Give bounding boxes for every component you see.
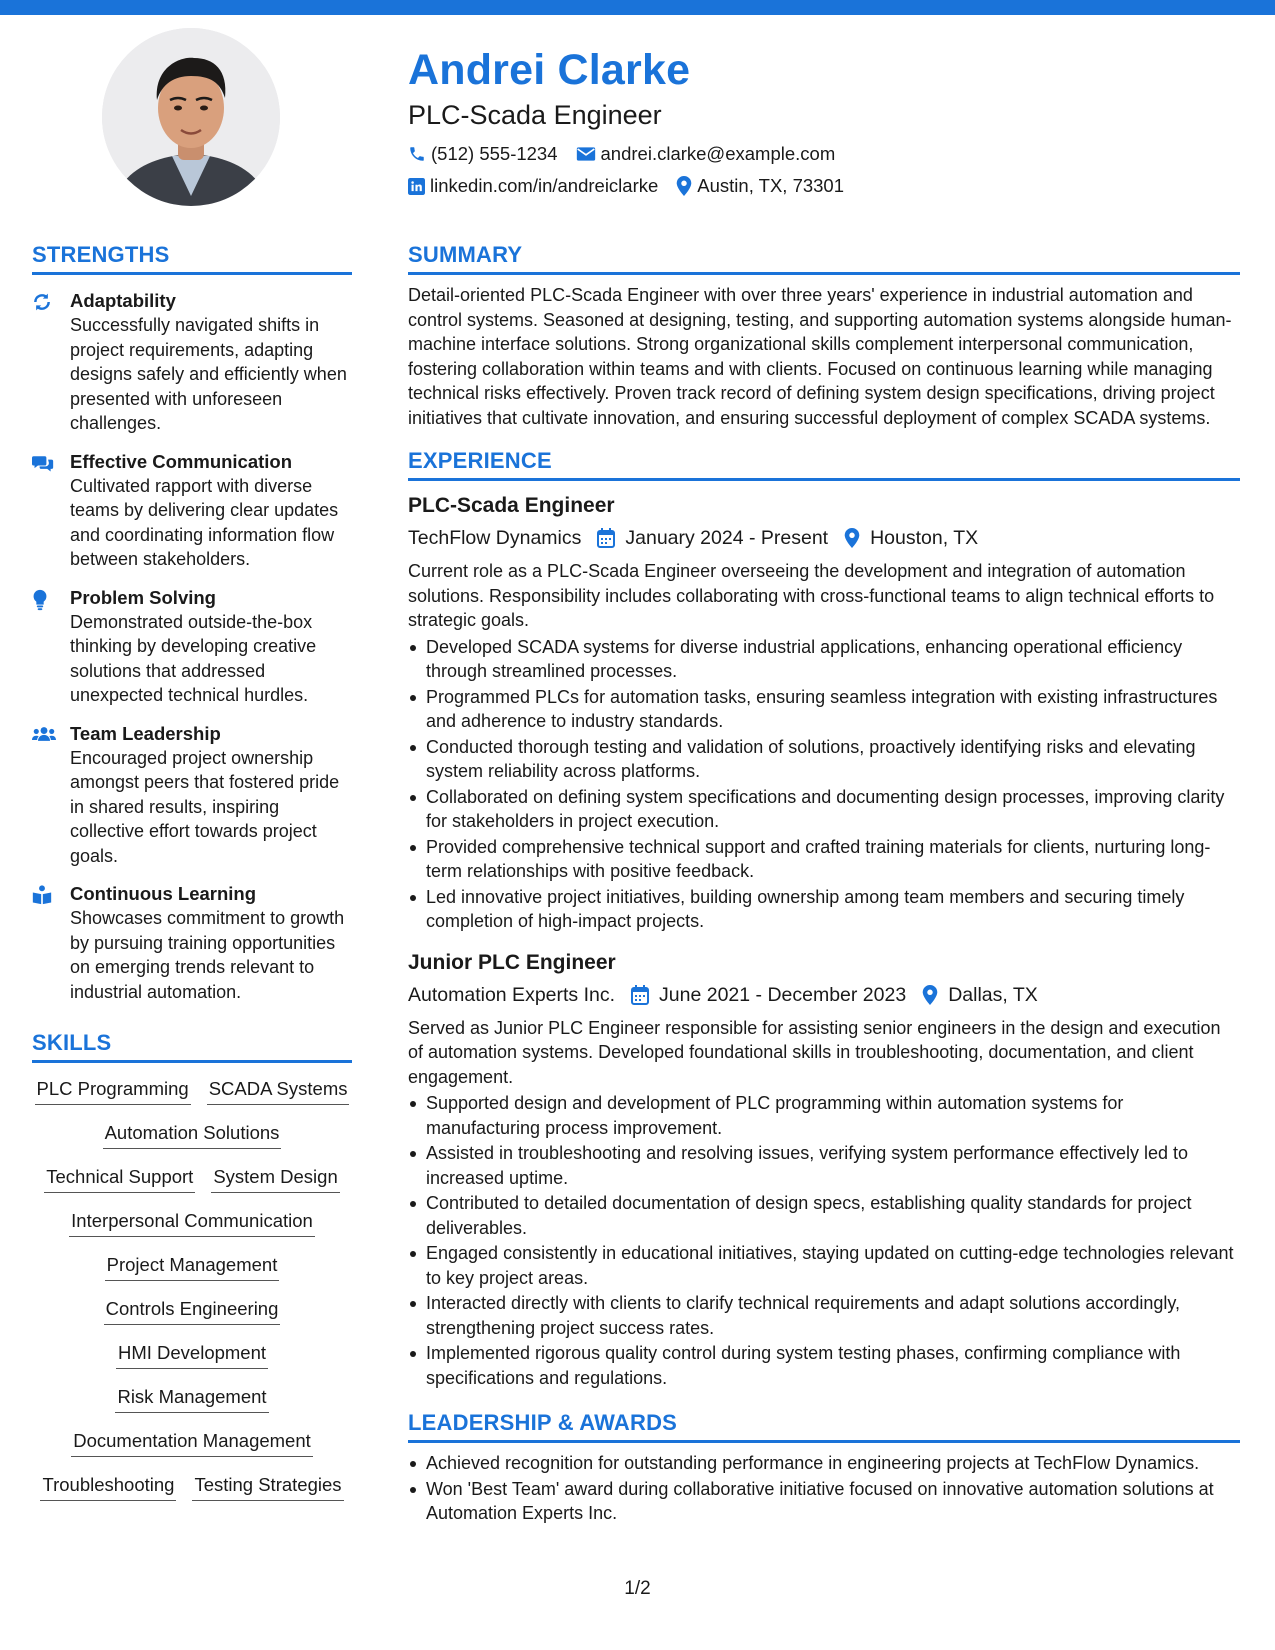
job-title: Junior PLC Engineer: [408, 950, 616, 974]
bullet-item: Assisted in troubleshooting and resolving issues, verifying system performance effectively led to increased uptime.: [408, 1141, 1240, 1190]
strength-description: Encouraged project ownership amongst peers that fostered pride in shared results, inspiring collective effort towards project goals.: [70, 747, 340, 866]
summary-text: Detail-oriented PLC-Scada Engineer with over three years' experience in industrial automation and control systems. Seasoned at designing, testing, and supporting automation systems alongside human-machine interface solutions. Strong organizational skills complement interpersonal communication, fostering collaboration within teams and with clients. Focused on continuous learning while managing technical risks effectively. Proven track record of defining system design specifications, driving project initiatives that cultivate innovation, and ensuring successful deployment of complex SCADA systems.: [408, 285, 1232, 428]
job-location-text: Dallas, TX: [948, 983, 1038, 1006]
job-title: PLC-Scada Engineer: [408, 494, 615, 517]
job-entry: [408, 948, 1240, 1391]
refresh-icon: [32, 289, 70, 436]
section-divider: [408, 1440, 1240, 1443]
strength-title: Continuous Learning: [70, 883, 257, 904]
awards-heading: LEADERSHIP & AWARDS: [408, 1410, 678, 1435]
map-marker-icon: [676, 176, 692, 196]
job-bullets: [408, 1091, 1240, 1390]
strengths-heading: STRENGTHS: [32, 242, 170, 267]
job-description: Current role as a PLC-Scada Engineer overseeing the development and integration of automation solutions. Responsibility includes collaborating with cross-functional teams to align technical efforts to strategic goals.: [408, 561, 1215, 630]
award-item: Won 'Best Team' award during collaborative initiative focused on innovative automation solutions at Automation Experts Inc.: [408, 1477, 1240, 1526]
experience-heading: EXPERIENCE: [408, 448, 552, 473]
bullet-item: Contributed to detailed documentation of design specs, establishing quality standards for project deliverables.: [408, 1191, 1240, 1240]
bullet-item: Programmed PLCs for automation tasks, ensuring seamless integration with existing infrastructures and adherence to industry standards.: [408, 685, 1240, 734]
top-accent-bar: [0, 0, 1275, 15]
contact-info: [408, 138, 1248, 202]
resume-header: [408, 42, 1248, 202]
calendar-icon: [597, 528, 615, 548]
bullet-item: Collaborated on defining system specifications and documenting design processes, improving clarity for stakeholders in project execution.: [408, 785, 1240, 834]
bullet-item: Implemented rigorous quality control during system testing phases, confirming compliance with specifications and regulations.: [408, 1341, 1240, 1390]
job-dates: [631, 980, 906, 1010]
company-name: TechFlow Dynamics: [408, 527, 582, 549]
skill-tag: Risk Management: [115, 1385, 268, 1413]
strength-title: Adaptability: [70, 290, 176, 311]
skill-tag: Documentation Management: [71, 1429, 313, 1457]
strength-item: [32, 722, 352, 869]
calendar-icon: [631, 985, 649, 1005]
page-number: 1/2: [624, 1578, 651, 1599]
linkedin-icon: [408, 178, 425, 195]
email-text: andrei.clarke@example.com: [600, 143, 836, 164]
strength-title: Team Leadership: [70, 722, 221, 744]
summary-heading: SUMMARY: [408, 242, 523, 267]
candidate-name: Andrei Clarke: [408, 46, 691, 94]
phone-icon: [408, 145, 426, 163]
bullet-item: Developed SCADA systems for diverse industrial applications, enhancing operational efficiency through streamlined processes.: [408, 635, 1240, 684]
strength-title: Effective Communication: [70, 450, 293, 472]
skill-tag: Controls Engineering: [104, 1297, 281, 1325]
job-entry: [408, 491, 1240, 934]
candidate-title: PLC-Scada Engineer: [408, 100, 662, 130]
award-item: Achieved recognition for outstanding performance in engineering projects at TechFlow Dynamics.: [408, 1451, 1240, 1476]
strength-item: [32, 450, 352, 572]
users-icon: [32, 722, 70, 869]
job-bullets: [408, 635, 1240, 934]
section-divider: [408, 272, 1240, 275]
right-column: [408, 240, 1240, 1526]
section-divider: [32, 1060, 352, 1063]
profile-photo: [102, 28, 280, 206]
job-location: [922, 980, 1038, 1010]
job-description: Served as Junior PLC Engineer responsible for assisting senior engineers in the design and execution of automation systems. Developed foundational skills in troubleshooting, documentation, and client engagement.: [408, 1017, 1221, 1087]
phone-contact[interactable]: [408, 138, 558, 170]
bullet-item: Conducted thorough testing and validation of solutions, proactively identifying risks and elevating system reliability across platforms.: [408, 735, 1240, 784]
skill-tag: Technical Support: [44, 1165, 195, 1193]
lightbulb-icon: [32, 586, 70, 708]
location-text: Austin, TX, 73301: [697, 175, 845, 196]
strength-item: [32, 882, 352, 1004]
section-divider: [32, 272, 352, 275]
strength-title: Problem Solving: [70, 586, 216, 608]
skill-tag: SCADA Systems: [207, 1077, 350, 1105]
job-dates-text: January 2024 - Present: [625, 527, 829, 549]
skills-list: [32, 1077, 352, 1501]
awards-list: [408, 1451, 1240, 1526]
phone-text: (512) 555-1234: [431, 143, 558, 164]
skill-tag: Troubleshooting: [40, 1473, 176, 1501]
strength-description: Showcases commitment to growth by pursuing training opportunities on emerging trends relevant to industrial automation.: [70, 908, 345, 1002]
job-meta: [408, 523, 1240, 553]
job-dates: [597, 523, 828, 553]
skill-tag: Testing Strategies: [192, 1473, 343, 1501]
bullet-item: Led innovative project initiatives, building ownership among team members and securing timely completion of high-impact projects.: [408, 885, 1240, 934]
job-meta: [408, 980, 1240, 1010]
job-location-text: Houston, TX: [870, 527, 979, 549]
strength-item: [32, 586, 352, 708]
bullet-item: Engaged consistently in educational initiatives, staying updated on cutting-edge technologies relevant to key project areas.: [408, 1241, 1240, 1290]
strength-description: Demonstrated outside-the-box thinking by developing creative solutions that addressed unexpected technical hurdles.: [70, 611, 317, 705]
linkedin-text: linkedin.com/in/andreiclarke: [430, 175, 659, 196]
linkedin-contact[interactable]: [408, 170, 658, 202]
email-contact[interactable]: [576, 138, 836, 170]
bullet-item: Provided comprehensive technical support and crafted training materials for clients, nurturing long-term relationships with positive feedback.: [408, 835, 1240, 884]
company-name: Automation Experts Inc.: [408, 983, 616, 1006]
bullet-item: Interacted directly with clients to clarify technical requirements and adapt solutions accordingly, strengthening project success rates.: [408, 1291, 1240, 1340]
strength-description: Cultivated rapport with diverse teams by delivering clear updates and coordinating information flow between stakeholders.: [70, 475, 339, 569]
comments-icon: [32, 450, 70, 572]
skill-tag: Project Management: [105, 1253, 280, 1281]
strength-item: [32, 289, 352, 436]
map-marker-icon: [922, 985, 938, 1005]
skill-tag: Automation Solutions: [103, 1121, 282, 1149]
bullet-item: Supported design and development of PLC programming within automation systems for manufacturing process improvement.: [408, 1091, 1240, 1140]
location-contact: [676, 170, 844, 202]
skill-tag: System Design: [211, 1165, 339, 1193]
map-marker-icon: [844, 528, 860, 548]
envelope-icon: [576, 146, 596, 162]
book-reader-icon: [32, 882, 70, 1004]
job-location: [844, 523, 978, 553]
skill-tag: PLC Programming: [35, 1077, 191, 1105]
skill-tag: Interpersonal Communication: [69, 1209, 315, 1237]
skills-heading: SKILLS: [32, 1030, 112, 1055]
strength-description: Successfully navigated shifts in project requirements, adapting designs safely and efficiently when presented with unforeseen challenges.: [70, 315, 347, 433]
skill-tag: HMI Development: [116, 1341, 268, 1369]
section-divider: [408, 478, 1240, 481]
job-dates-text: June 2021 - December 2023: [659, 983, 907, 1006]
left-column: [32, 240, 352, 1501]
